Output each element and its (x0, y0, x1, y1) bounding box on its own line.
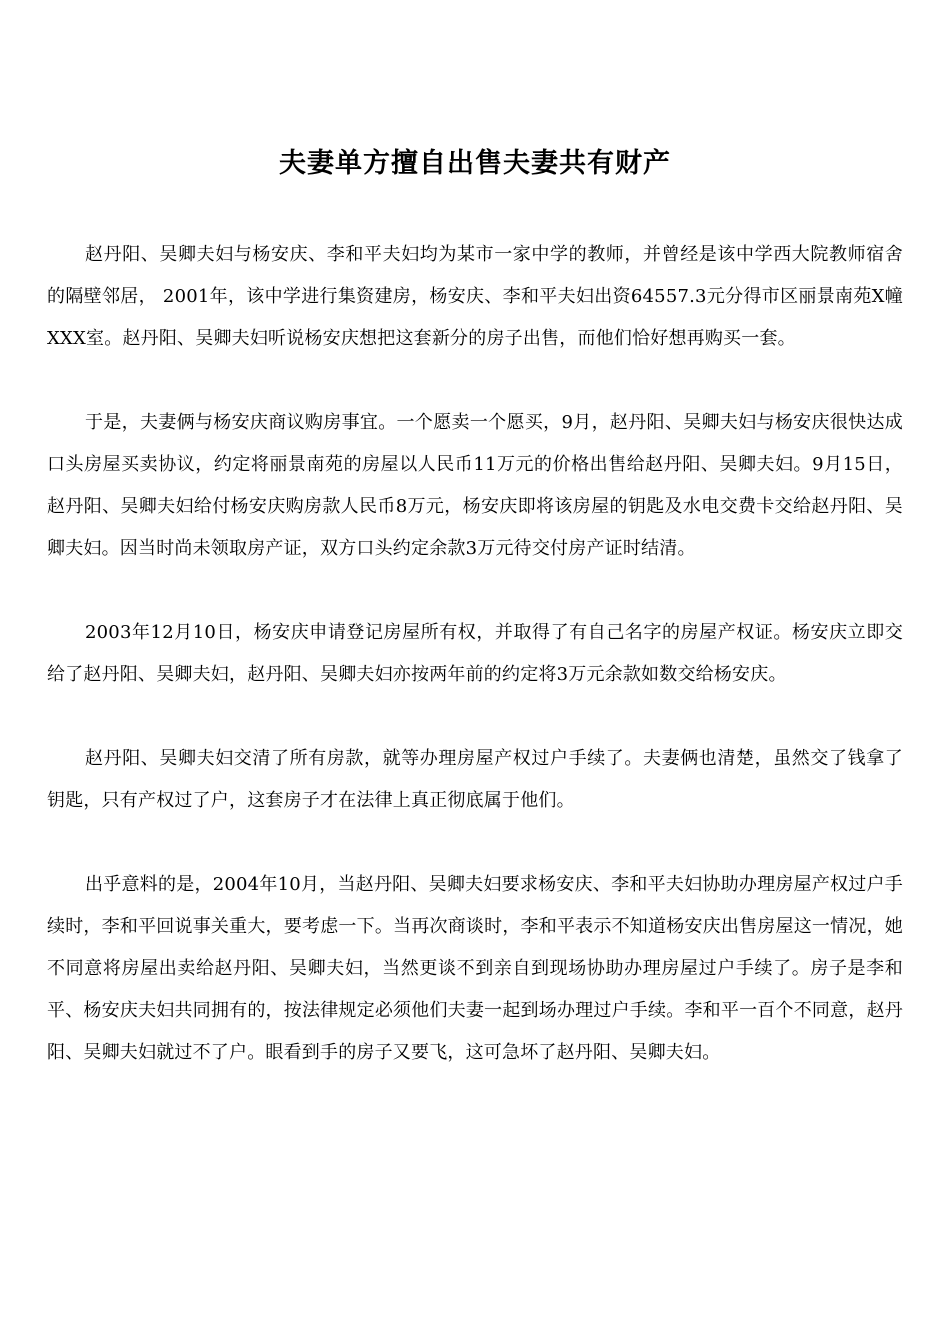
paragraph-5: 出乎意料的是，2004年10月，当赵丹阳、吴卿夫妇要求杨安庆、李和平夫妇协助办理房屋产权过户手续时，李和平回说事关重大，要考虑一下。当再次商谈时，李和平表示不知道杨安庆出售房屋这一情况，她不同意将房屋出卖给赵丹阳、吴卿夫妇，当然更谈不到亲自到现场协助办理房屋过户手续了。房子是李和平、杨安庆夫妇共同拥有的，按法律规定必须他们夫妻一起到场办理过户手续。李和平一百个不同意，赵丹阳、吴卿夫妇就过不了户。眼看到手的房子又要飞，这可急坏了赵丹阳、吴卿夫妇。 (47, 874, 903, 1063)
document-title: 夫妻单方擅自出售夫妻共有财产 (279, 148, 671, 179)
document-body (47, 234, 903, 1116)
paragraph-1: 赵丹阳、吴卿夫妇与杨安庆、李和平夫妇均为某市一家中学的教师，并曾经是该中学西大院教师宿舍的隔壁邻居， 2001年，该中学进行集资建房，杨安庆、李和平夫妇出资64557.3元分得市区丽景南苑X幢XXX室。赵丹阳、吴卿夫妇听说杨安庆想把这套新分的房子出售，而他们恰好想再购买一套。 (47, 244, 903, 349)
paragraph-4: 赵丹阳、吴卿夫妇交清了所有房款，就等办理房屋产权过户手续了。夫妻俩也清楚，虽然交了钱拿了钥匙，只有产权过了户，这套房子才在法律上真正彻底属于他们。 (47, 748, 903, 811)
paragraph-2: 于是，夫妻俩与杨安庆商议购房事宜。一个愿卖一个愿买，9月，赵丹阳、吴卿夫妇与杨安庆很快达成口头房屋买卖协议，约定将丽景南苑的房屋以人民币11万元的价格出售给赵丹阳、吴卿夫妇。9月15日，赵丹阳、吴卿夫妇给付杨安庆购房款人民币8万元，杨安庆即将该房屋的钥匙及水电交费卡交给赵丹阳、吴卿夫妇。因当时尚未领取房产证，双方口头约定余款3万元待交付房产证时结清。 (47, 412, 903, 559)
paragraph-3: 2003年12月10日，杨安庆申请登记房屋所有权，并取得了有自己名字的房屋产权证。杨安庆立即交给了赵丹阳、吴卿夫妇，赵丹阳、吴卿夫妇亦按两年前的约定将3万元余款如数交给杨安庆。 (47, 622, 903, 685)
